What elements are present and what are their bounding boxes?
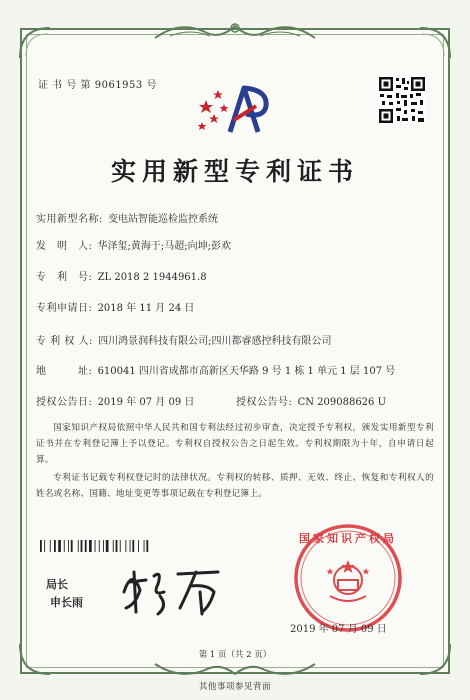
seal-text: 国家知识产权局: [299, 532, 397, 545]
filing-date-field: [36, 299, 194, 314]
top-ornament: [150, 18, 320, 44]
official-seal-icon: [280, 522, 416, 634]
page-number: 第 1 页（共 2 页）: [198, 650, 272, 660]
address-value: 610041 四川省成都市高新区天华路 9 号 1 栋 1 单元 1 层 107 号: [97, 366, 396, 377]
filing-date-label: 专利申请日:: [36, 303, 93, 314]
cnipa-logo-icon: [196, 78, 276, 134]
bottom-ornament: [150, 660, 320, 682]
utility-model-name-value: 变电站智能巡检监控系统: [108, 214, 219, 225]
director-name: 申长雨: [50, 596, 83, 609]
patentee-value: 四川鸿景润科技有限公司;四川都睿感控科技有限公司: [98, 336, 332, 347]
certificate-number: [38, 76, 157, 91]
handwritten-signature-icon: [118, 562, 228, 618]
grant-date-field: [36, 393, 194, 408]
certificate-title: 实用新型专利证书: [110, 157, 359, 186]
legal-status-paragraph: 专利证书记载专利权登记时的法律状况。专利权的转移、质押、无效、终止、恢复和专利权人的姓名或名称、国籍、地址变更等事项记载在专利登记簿上。: [36, 473, 434, 499]
patent-number-value: ZL 2018 2 1944961.8: [97, 272, 207, 283]
grant-number-value: CN 209088626 U: [297, 397, 387, 408]
patent-number-label: 专 利 号:: [36, 272, 93, 283]
inventor-value: 华泽玺;黄海于;马超;向坤;彭欢: [97, 241, 232, 252]
utility-model-name-field: [36, 210, 218, 225]
certificate-number-suffix: 号: [146, 80, 157, 91]
grant-date-value: 2019 年 07 月 09 日: [97, 397, 195, 408]
corner-ornament-top-left: [18, 26, 52, 60]
patentee-field: [36, 332, 331, 347]
grant-number-label: 授权公告号:: [236, 397, 293, 408]
qr-code-icon: [378, 76, 426, 124]
utility-model-name-label: 实用新型名称:: [36, 214, 103, 225]
grant-number-field: [236, 393, 386, 408]
filing-date-value: 2018 年 11 月 24 日: [97, 303, 195, 314]
inventor-label: 发 明 人:: [36, 241, 93, 252]
certificate-number-value: 9061953: [94, 80, 143, 91]
patentee-label: 专 利 权 人:: [36, 336, 93, 347]
patent-number-field: [36, 268, 207, 283]
director-title: 局长: [46, 578, 68, 591]
footer-note: 其他事项参见背面: [198, 682, 271, 692]
barcode-icon: [40, 540, 180, 552]
corner-ornament-top-right: [418, 26, 452, 60]
grant-date-label: 授权公告日:: [36, 397, 93, 408]
address-field: [36, 362, 395, 377]
inventor-field: [36, 237, 231, 252]
address-label: 地 址:: [36, 366, 93, 377]
certificate-number-label: 证 书 号 第: [38, 80, 92, 91]
grant-statement-paragraph: 国家知识产权局依照中华人民共和国专利法经过初步审查，决定授予专利权，颁发实用新型专利证书并在专利登记簿上予以登记。专利权自授权公告之日起生效。专利权期限为十年，自申请日起算。: [36, 423, 434, 465]
seal-date: 2019 年 07 月 09 日: [290, 624, 387, 635]
